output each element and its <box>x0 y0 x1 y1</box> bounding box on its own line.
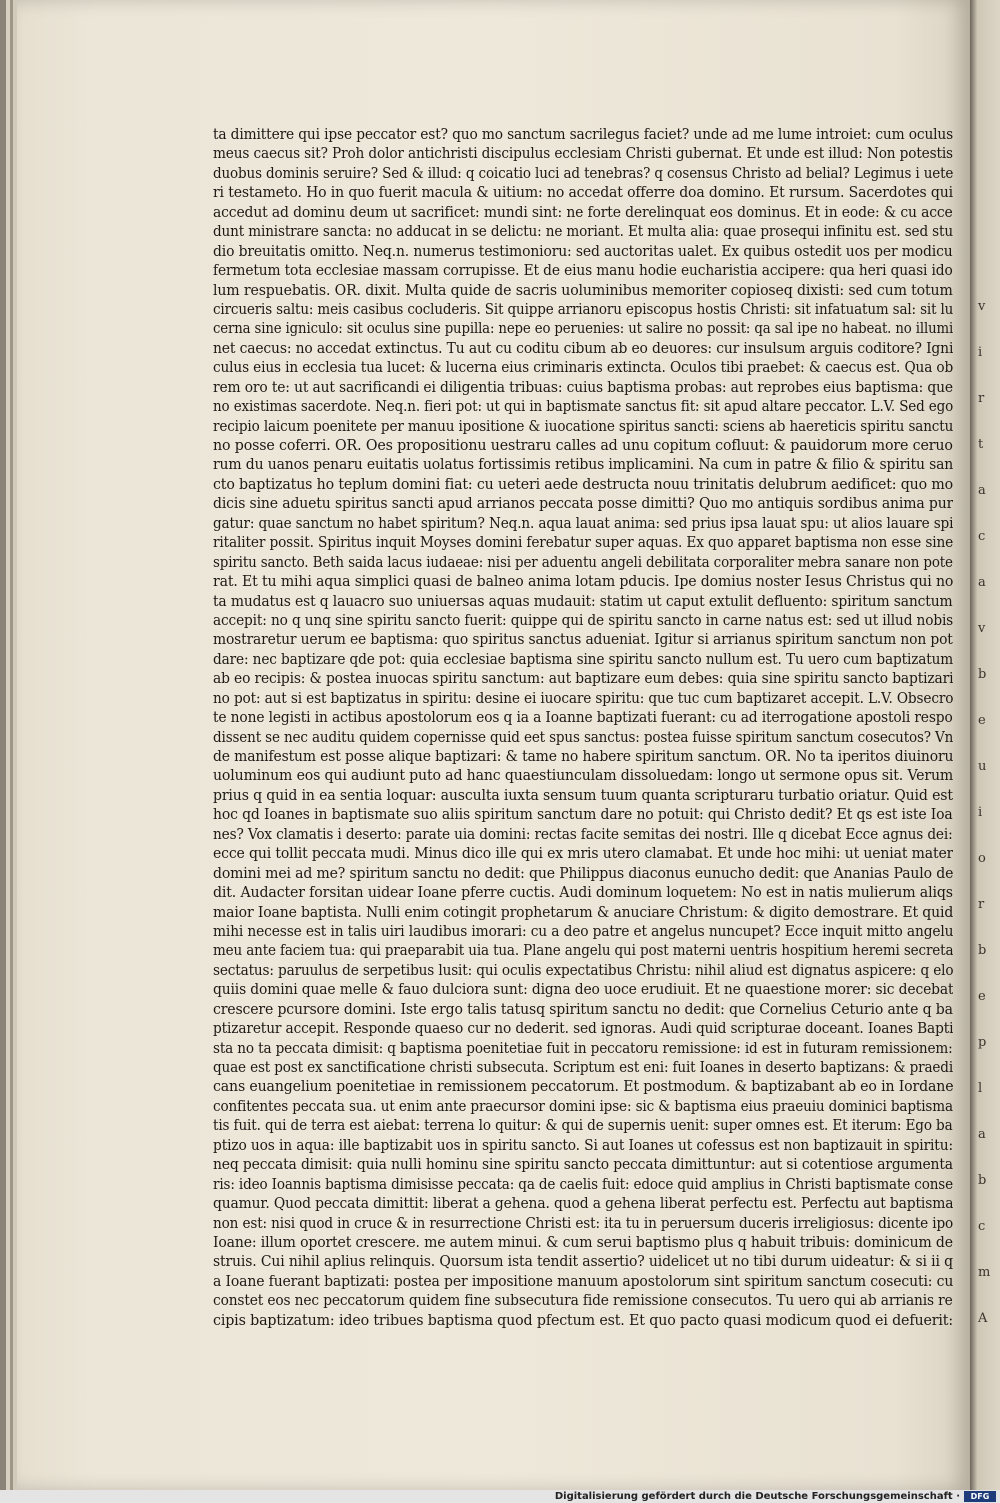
book-page <box>17 0 970 1490</box>
text-line: duobus dominis seruire? Sed & illud: q coicatio luci ad tenebras? q cosensus Christo ad belial? Legimus i uete <box>213 163 953 182</box>
text-line: neq peccata dimisit: quia nulli hominu sine spiritu sancto peccata dimittuntur: aut si cotentiose argumenta <box>213 1155 953 1174</box>
facing-page-char: e <box>978 713 986 728</box>
text-line: meus caecus sit? Proh dolor antichristi discipulus ecclesiam Christi gubernat. Et unde est illud: Non potestis <box>213 144 953 163</box>
text-line: culus eius in ecclesia tua lucet: & lucerna eius criminaris extincta. Oculos tibi praebet: & caecus est. Qua ob <box>213 358 953 377</box>
text-line: dare: nec baptizare qde pot: quia ecclesiae baptisma sine spiritu sancto nullum est. Tu uero cum baptizatum <box>213 649 953 668</box>
text-line: te none legisti in actibus apostolorum eos q ia a Ioanne baptizati fuerant: cu ad iterrogatione apostoli respo <box>213 708 953 727</box>
text-line: rum du uanos penaru euitatis uolatus fortissimis retibus implicamini. Na cum in patre & filio & spiritu san <box>213 455 953 474</box>
text-line: fermetum tota ecclesiae massam corrupisse. Et de eius manu hodie eucharistia accipere: qua heri quasi ido <box>213 261 953 280</box>
facing-page-char: l <box>978 1081 983 1096</box>
text-line: cerna sine igniculo: sit oculus sine pupilla: nepe eo peruenies: ut salire no possit: qa sal ipe no habeat. no illumi <box>213 319 953 338</box>
text-line: maior Ioane baptista. Nulli enim cotingit prophetarum & anuciare Christum: & digito demostrare. Et quid <box>213 902 953 921</box>
facing-page-char: c <box>978 1219 986 1234</box>
facing-page-char: p <box>978 1035 987 1050</box>
body-text <box>213 125 953 1329</box>
text-line: nes? Vox clamatis i deserto: parate uia domini: rectas facite semitas dei nostri. Ille q dicebat Ecce agnus dei: <box>213 824 953 843</box>
text-line: net caecus: no accedat extinctus. Tu aut cu coditu cibum ab eo deuores: cur insulsum arguis coditore? Igni <box>213 338 953 357</box>
facing-page-char: m <box>978 1265 991 1280</box>
footer-credit: Digitalisierung gefördert durch die Deutsche Forschungsgemeinschaft · <box>554 1491 960 1502</box>
text-line: Ioane: illum oportet crescere. me autem minui. & cum serui baptismo plus q habuit tribuis: dominicum de <box>213 1232 953 1251</box>
text-line: sta no ta peccata dimisit: q baptisma poenitetiae fuit in peccatoru remissione: id est in futuram remissionem: <box>213 1038 953 1057</box>
text-line: uoluminum eos qui audiunt puto ad hanc quaestiunculam dissoluedam: longo ut sermone opus sit. Verum <box>213 766 953 785</box>
text-line: dicis sine aduetu spiritus sancti apud arrianos peccata posse dimitti? Quo mo antiquis sordibus anima pur <box>213 494 953 513</box>
text-line: dunt ministrare sancta: no adducat in se delictu: ne moriant. Et multa alia: quae prosequi infinitu est. sed stu <box>213 222 953 241</box>
text-line: mostraretur uerum ee baptisma: quo spiritus sanctus adueniat. Igitur si arrianus spiritum sanctum non pot <box>213 630 953 649</box>
text-line: ta mudatus est q lauacro suo uniuersas aquas mudauit: statim ut caput extulit defluento: spiritum sanctum <box>213 591 953 610</box>
text-line: quiis domini quae melle & fauo dulciora sunt: digna deo uoce erudiuit. Et ne quaestione morer: sic decebat <box>213 980 953 999</box>
facing-page-edge <box>970 0 1000 1490</box>
text-line: sectatus: paruulus de serpetibus lusit: qui oculis expectatibus Christu: nihil aliud est dignatus aspicere: q elo <box>213 960 953 979</box>
text-line: prius q quid in ea sentia loquar: ausculta iuxta sensum tuum quanta scripturaru turbatio oriatur. Quid est <box>213 785 953 804</box>
text-line: cipis baptizatum: ideo tribues baptisma quod pfectum est. Et quo pacto quasi modicum quod ei defuerit: <box>213 1310 953 1329</box>
text-line: no pot: aut si est baptizatus in spiritu: desine ei iuocare spiritu: que tuc cum baptizaret accepit. L.V. Obsecro <box>213 688 953 707</box>
text-line: quae est post ex sanctificatione christi subsecuta. Scriptum est eni: fuit Ioanes in deserto baptizans: & praedi <box>213 1058 953 1076</box>
text-line: lum respuebatis. OR. dixit. Multa quide de sacris uoluminibus memoriter copioseq dixisti: sed cum totum <box>213 280 953 299</box>
facing-page-char: b <box>978 1173 987 1188</box>
footer-bar <box>0 1490 1000 1503</box>
facing-page-char: i <box>978 345 983 360</box>
text-line: ri testameto. Ho in quo fuerit macula & uitium: no accedat offerre doa domino. Et rursum. Sacerdotes qui <box>213 183 953 202</box>
text-line: no existimas sacerdote. Neq.n. fieri pot: ut qui in baptismate sanctus fit: sit apud altare peccator. L.V. Sed ego <box>213 397 953 416</box>
facing-page-char: a <box>978 483 986 498</box>
text-line: cans euangelium poenitetiae in remissionem peccatorum. Et postmodum. & baptizabant ab eo in Iordane <box>213 1077 953 1096</box>
facing-page-char: o <box>978 851 986 866</box>
text-line: mihi necesse est in talis uiri laudibus imorari: cu a deo patre et angelus nuncupet? Ecce inquit mitto angelu <box>213 921 953 940</box>
facing-page-char: a <box>978 575 986 590</box>
facing-page-char: i <box>978 805 983 820</box>
text-line: cto baptizatus ho teplum domini fiat: cu ueteri aede destructa nouu trinitatis delubrum aedificet: quo mo <box>213 474 953 493</box>
text-line: dit. Audacter forsitan uidear Ioane pferre cuctis. Audi dominum loquetem: No est in natis mulierum aliqs <box>213 883 953 902</box>
facing-page-char: v <box>978 299 986 314</box>
text-line: ptizo uos in aqua: ille baptizabit uos in spiritu sancto. Si aut Ioanes ut cofessus est non baptizauit in spiritu: <box>213 1135 953 1154</box>
facing-page-char: u <box>978 759 987 774</box>
text-line: accepit: no q unq sine spiritu sancto fuerit: quippe qui de spiritu sancto in carne natus est: sed ut illud nobis <box>213 610 953 629</box>
facing-page-char: r <box>978 391 985 406</box>
facing-page-char: A <box>978 1311 988 1326</box>
text-line: no posse coferri. OR. Oes propositionu uestraru calles ad unu copitum cofluut: & pauidorum more ceruo <box>213 436 953 454</box>
facing-page-char: e <box>978 989 986 1004</box>
text-line: rem oro te: ut aut sacrificandi ei diligentia tribuas: cuius baptisma probas: aut reprobes eius baptisma: que <box>213 377 953 396</box>
text-line: accedut ad dominu deum ut sacrificet: mundi sint: ne forte derelinquat eos dominus. Et in eode: & cu acce <box>213 202 953 221</box>
text-line: recipio laicum poenitete per manuu ipositione & iuocatione spiritus sancti: sciens ab haereticis spiritu sanctu <box>213 416 953 435</box>
text-line: non est: nisi quod in cruce & in resurrectione Christi est: ita tu in peruersum duceris irreligiosus: dicente ipo <box>213 1213 953 1232</box>
facing-page-char: t <box>978 437 984 452</box>
text-line: hoc qd Ioanes in baptismate suo aliis spiritum sanctum dare no potuit: qui Christo dedit? Et qs est iste Ioa <box>213 805 953 824</box>
text-line: spiritu sancto. Beth saida lacus iudaeae: nisi per aduentu angeli debilitata corporaliter mebra sanare non pote <box>213 552 953 571</box>
text-line: ris: ideo Ioannis baptisma dimisisse peccata: qa de caelis fuit: edoce quid amplius in Christi baptismate conse <box>213 1174 953 1193</box>
text-line: ab eo recipis: & postea inuocas spiritu sanctum: aut baptizare eum debes: quia sine spiritu sancto baptizari <box>213 669 953 688</box>
text-line: constet eos nec peccatorum quidem fine subsecutura fide remissione consecutos. Tu uero qui ab arrianis re <box>213 1291 953 1310</box>
text-line: ecce qui tollit peccata mudi. Minus dico ille qui ex mris utero clamabat. Et unde hoc mihi: ut ueniat mater <box>213 844 953 863</box>
text-line: ta dimittere qui ipse peccator est? quo mo sanctum sacrilegus faciet? unde ad me lume introiet: cum oculus <box>213 125 953 143</box>
text-line: circueris saltu: meis casibus cocluderis. Sit quippe arrianoru episcopus hostis Christi: sit infatuatum sal: sit lu <box>213 299 953 318</box>
text-line: ritaliter possit. Spiritus inquit Moyses domini ferebatur super aquas. Ex quo apparet baptisma non esse sine <box>213 533 953 552</box>
text-line: crescere pcursore domini. Iste ergo talis tatusq spiritum sanctu no dedit: que Cornelius Ceturio ante q ba <box>213 999 953 1018</box>
text-line: dio breuitatis omitto. Neq.n. numerus testimonioru: sed auctoritas ualet. Ex quibus ostedit uos per modicu <box>213 241 953 260</box>
text-line: a Ioane fuerant baptizati: postea per impositione manuum apostolorum sint spiritum sanctum cosecuti: cu <box>213 1271 953 1290</box>
facing-page-char: v <box>978 621 986 636</box>
text-line: quamur. Quod peccata dimittit: liberat a gehena. quod a gehena liberat perfectu est. Perfectu aut baptisma <box>213 1194 953 1213</box>
facing-page-char: r <box>978 897 985 912</box>
facing-page-char: b <box>978 667 987 682</box>
text-line: gatur: quae sanctum no habet spiritum? Neq.n. aqua lauat anima: sed prius ipsa lauat spu: ut alios lauare spi <box>213 513 953 532</box>
text-line: struis. Cui nihil aplius relinquis. Quorsum ista tendit assertio? uidelicet ut no tibi durum uideatur: & si ii q <box>213 1252 953 1271</box>
text-line: confitentes peccata sua. ut enim ante praecursor domini ipse: sic & baptisma eius praeuiu dominici baptisma <box>213 1096 953 1115</box>
facing-page-char: c <box>978 529 986 544</box>
facing-page-char: a <box>978 1127 986 1142</box>
dfg-logo-icon: DFG <box>964 1491 996 1502</box>
text-line: domini mei ad me? spiritum sanctu no dedit: que Philippus diaconus eunucho dedit: que Ananias Paulo de <box>213 863 953 882</box>
facing-page-char: b <box>978 943 987 958</box>
text-line: dissent se nec auditu quidem copernisse quid eet spus sanctus: postea fuisse spiritum sanctum cosecutos? Vn <box>213 727 953 746</box>
text-line: meu ante faciem tua: qui praeparabit uia tua. Plane angelu qui post materni uentris hospitium heremi secreta <box>213 941 953 960</box>
text-line: tis fuit. qui de terra est aiebat: terrena lo quitur: & qui de supernis uenit: super omnes est. Et iterum: Ego ba <box>213 1116 953 1135</box>
text-line: ptizaretur accepit. Responde quaeso cur no dederit. sed ignoras. Audi quid scripturae doceant. Ioanes Bapti <box>213 1019 953 1038</box>
text-line: rat. Et tu mihi aqua simplici quasi de balneo anima lotam pducis. Ipe domius noster Iesus Christus qui no <box>213 572 953 591</box>
text-line: de manifestum est posse alique baptizari: & tame no habere spiritum sanctum. OR. No ta iperitos diuinoru <box>213 747 953 765</box>
